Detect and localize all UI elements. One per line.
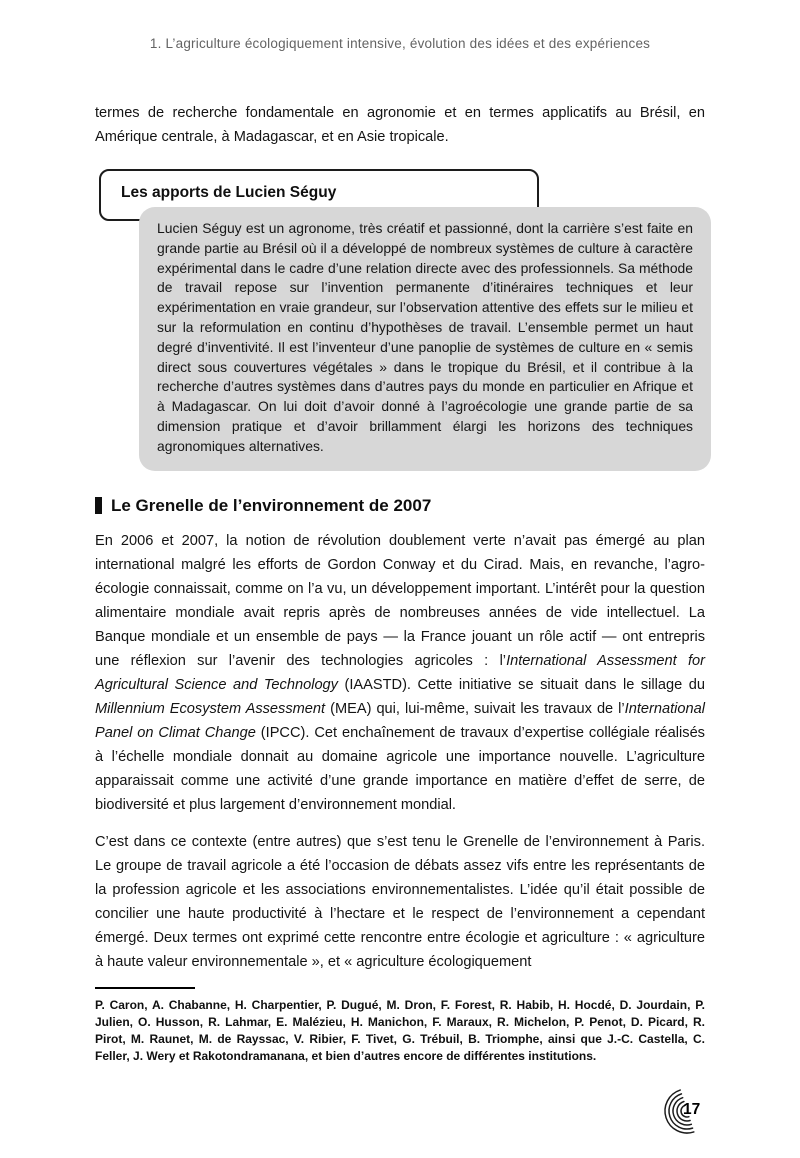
footnote-block xyxy=(95,987,705,1065)
footnote-rule xyxy=(95,987,195,989)
page-number: 17 xyxy=(683,1100,701,1118)
italic-text-run: International Panel on Climat Change xyxy=(95,700,705,741)
section-marker-icon xyxy=(95,497,102,514)
italic-text-run: Millennium Ecosystem Assessment xyxy=(95,700,326,717)
callout-box xyxy=(95,169,705,471)
publisher-swirl-icon xyxy=(641,1083,715,1139)
text-run: (IPCC). Cet enchaînement de travaux d’expertise collégiale réalisés à l’échelle mondiale donnait au domaine agricole une importance nouvelle. L’agriculture apparaissait comme une activité d’une grande importance en matière d’effet de serre, de biodiversité et plus largement d’environnement mondial. xyxy=(95,724,705,813)
running-header: 1. L’agriculture écologiquement intensive, évolution des idées et des expériences xyxy=(149,36,651,51)
paragraph-grenelle-1 xyxy=(95,529,705,817)
text-run: (IAASTD). Cette initiative se situait dans le sillage du xyxy=(337,676,705,693)
text-run: (MEA) qui, lui-même, suivait les travaux de l’ xyxy=(325,700,625,717)
paragraph-grenelle-2: C’est dans ce contexte (entre autres) que s’est tenu le Grenelle de l’environnement à Paris. Le groupe de travail agricole a été l’occasion de débats assez vifs entre les représentants de la profession agricole et les associations environnementalistes. L’idée qu’il était possible de concilier une haute productivité à l’hectare et le respect de l’environnement a cependant émergé. Deux termes ont exprimé cette rencontre entre écologie et agriculture : « agriculture à haute valeur environnementale », et « agriculture écologiquement xyxy=(95,833,705,970)
callout-body-text: Lucien Séguy est un agronome, très créatif et passionné, dont la carrière s’est faite en grande partie au Brésil où il a développé de nombreux systèmes de culture à caractère expérimental dans le cadre d’une relation directe avec des professionnels. Sa méthode de travail repose sur l’invention permanente d’itinéraires techniques et leur expérimentation en vraie grandeur, sur l’observation attentive des effets sur le milieu et sur la reformulation en continu d’hypothèses de travail. L’ensemble permet un haut degré d’inventivité. Il est l’inventeur d’une panoplie de systèmes de culture en « semis direct sous couvertures végétales » dans le tropique du Brésil, et il contribue à la recherche d’autres systèmes dans d’autres pays du monde en particulier en Afrique et à Madagascar. On lui doit d’avoir donné à l’agroécologie une grande partie de sa dimension pratique et d’avoir brillamment élargi les horizons des techniques agronomiques alternatives. xyxy=(139,207,711,471)
intro-paragraph: termes de recherche fondamentale en agronomie et en termes applicatifs au Brésil, en Amérique centrale, à Madagascar, et en Asie tropicale. xyxy=(95,105,705,145)
section-heading xyxy=(95,496,705,516)
section-heading-text: Le Grenelle de l’environnement de 2007 xyxy=(111,495,432,515)
callout-title: Les apports de Lucien Séguy xyxy=(121,184,337,201)
footnote-text: P. Caron, A. Chabanne, H. Charpentier, P. Dugué, M. Dron, F. Forest, R. Habib, H. Hocdé, D. Jourdain, P. Julien, O. Husson, R. Lahmar, E. Malézieu, H. Manichon, F. Maraux, R. Michelon, P. Penot, D. Picard, R. Pirot, M. Raunet, M. de Rayssac, V. Ribier, F. Tivet, G. Trébuil, B. Triomphe, ainsi que J.-C. Castella, C. Feller, J. Wery et Rakotondramanana, et bien d’autres encore de différentes institutions. xyxy=(95,997,705,1063)
italic-text-run: International Assessment for Agricultural Science and Technology xyxy=(95,652,706,693)
page-footer xyxy=(641,1083,715,1139)
text-run: En 2006 et 2007, la notion de révolution doublement verte n’avait pas émergé au plan international malgré les efforts de Gordon Conway et du Cirad. Mais, en revanche, l’agro-écologie connaissait, comme on l’a vu, un développement important. L’intérêt pour la question alimentaire mondiale avait repris après de nombreuses années de vide intellectuel. La Banque mondiale et un ensemble de pays — la France jouant un rôle actif — ont entrepris une réflexion sur l’avenir des technologies agricoles : l’ xyxy=(95,532,705,669)
